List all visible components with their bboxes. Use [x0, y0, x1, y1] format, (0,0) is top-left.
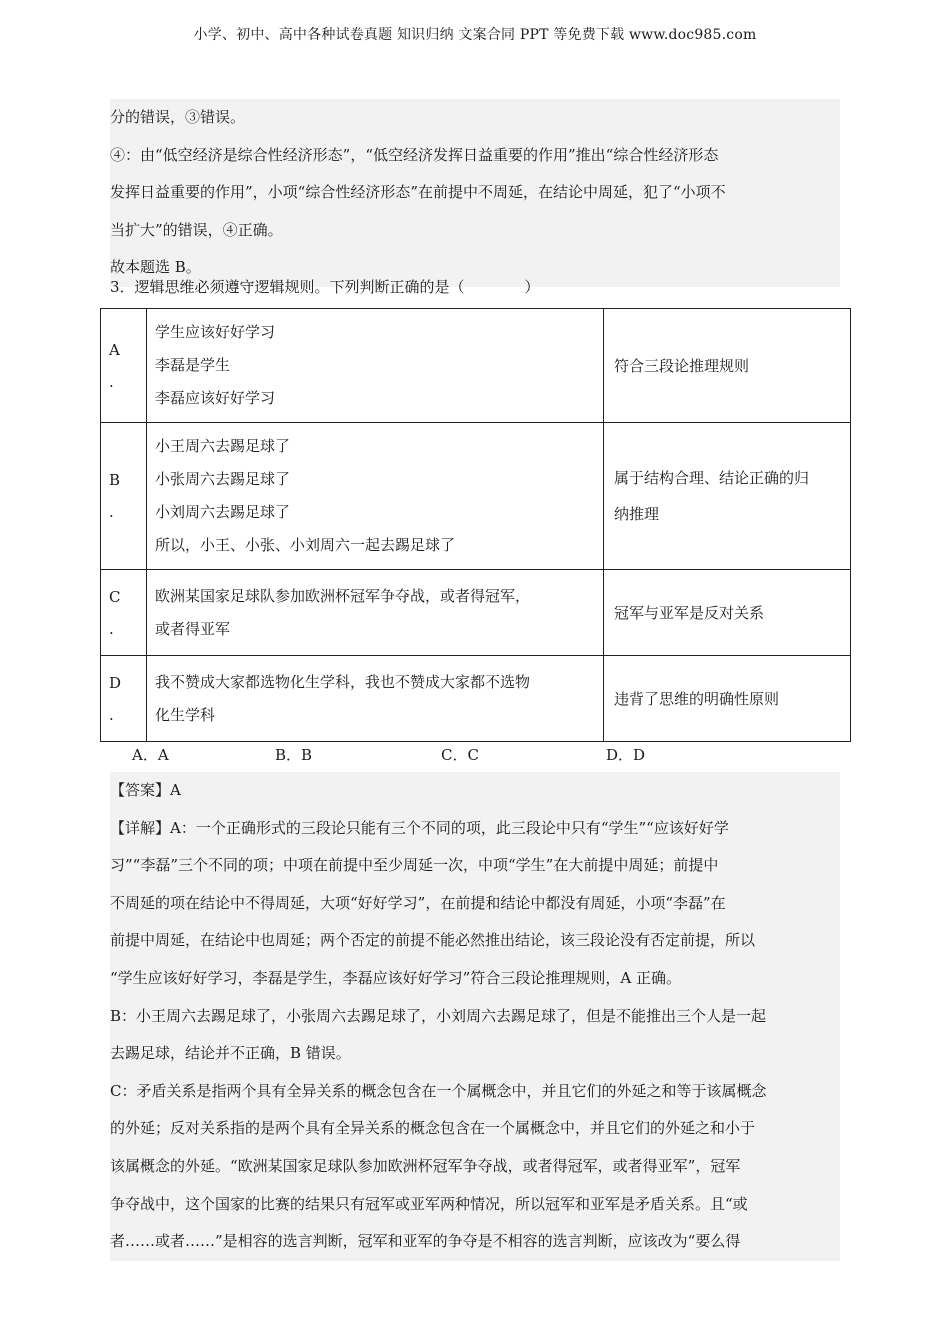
text-line: ④：由“低空经济是综合性经济形态”，“低空经济发挥日益重要的作用”推出“综合性经济形态 — [110, 145, 719, 164]
option-judgment: 违背了思维的明确性原则 — [604, 656, 851, 742]
statement-line: 我不赞成大家都选物化生学科，我也不赞成大家都不选物 — [155, 672, 531, 691]
text-line: 分的错误，③错误。 — [110, 108, 246, 126]
option-row-b — [101, 423, 851, 570]
option-letter: B . — [101, 423, 147, 570]
text-line: 的外延；反对关系指的是两个具有全异关系的概念包含在一个属概念中，并且它们的外延之和小于 — [110, 1119, 756, 1138]
premise-line: 小刘周六去踢足球了 — [155, 503, 291, 521]
text-line: 争夺战中，这个国家的比赛的结果只有冠军或亚军两种情况，所以冠军和亚军是矛盾关系。且“或 — [110, 1194, 748, 1213]
option-content — [147, 570, 604, 656]
text-line: 当扩大”的错误，④正确。 — [110, 220, 283, 239]
text-line: C：矛盾关系是指两个具有全异关系的概念包含在一个属概念中，并且它们的外延之和等于该属概念 — [110, 1081, 767, 1100]
option-judgment: 属于结构合理、结论正确的归 纳推理 — [604, 423, 851, 570]
text-line: 前提中周延，在结论中也周延；两个否定的前提不能必然推出结论，该三段论没有否定前提，所以 — [110, 931, 756, 950]
text-line: 习”“李磊”三个不同的项；中项在前提中至少周延一次，中项“学生”在大前提中周延；前提中 — [110, 856, 719, 875]
option-content — [147, 423, 604, 570]
answer-line: 【答案】A — [110, 781, 181, 799]
statement-line: 欧洲某国家足球队参加欧洲杯冠军争夺战，或者得冠军， — [155, 586, 531, 605]
premise-line: 小王周六去踢足球了 — [155, 437, 291, 455]
conclusion-line: 李磊应该好好学习 — [155, 389, 276, 407]
text-line: 去踢足球，结论并不正确，B 错误。 — [110, 1044, 351, 1063]
text-line: “学生应该好好学习，李磊是学生，李磊应该好好学习”符合三段论推理规则，A 正确。 — [110, 968, 681, 987]
text-line: 不周延的项在结论中不得周延，大项“好好学习”，在前提和结论中都没有周延，小项“李磊”在 — [110, 893, 726, 912]
page-header: 小学、初中、高中各种试卷真题 知识归纳 文案合同 PPT 等免费下载 www.doc985.com — [193, 27, 757, 43]
text-line: 发挥日益重要的作用”，小项“综合性经济形态”在前提中不周延，在结论中周延，犯了“小项不 — [110, 183, 726, 201]
option-row-c — [101, 570, 851, 656]
choice-d: D．D — [606, 746, 646, 764]
options-table — [100, 308, 851, 742]
solution-block — [110, 772, 840, 1261]
premise-line: 小张周六去踢足球了 — [155, 470, 291, 488]
option-letter: A . — [101, 309, 147, 423]
previous-explanation — [110, 99, 840, 287]
option-judgment: 冠军与亚军是反对关系 — [604, 570, 851, 656]
question-stem: 3．逻辑思维必须遵守逻辑规则。下列判断正确的是（ ） — [110, 278, 540, 296]
option-content — [147, 656, 604, 742]
option-letter: C . — [101, 570, 147, 656]
premise-line: 李磊是学生 — [155, 356, 231, 374]
choice-c: C．C — [441, 746, 479, 764]
choice-a: A．A — [132, 746, 169, 764]
text-line: 者……或者……”是相容的选言判断，冠军和亚军的争夺是不相容的选言判断，应该改为“要么得 — [110, 1232, 741, 1251]
premise-line: 学生应该好好学习 — [155, 323, 276, 341]
choice-b: B．B — [275, 746, 313, 764]
option-judgment: 符合三段论推理规则 — [604, 309, 851, 423]
text-line: 故本题选 B。 — [110, 258, 201, 276]
text-line: 【详解】A：一个正确形式的三段论只能有三个不同的项，此三段论中只有“学生”“应该好好学 — [110, 818, 729, 837]
statement-line: 化生学科 — [155, 705, 216, 724]
answer-choices — [110, 742, 850, 768]
conclusion-line: 所以，小王、小张、小刘周六一起去踢足球了 — [155, 536, 456, 554]
statement-line: 或者得亚军 — [155, 619, 231, 638]
text-line: B：小王周六去踢足球了，小张周六去踢足球了，小刘周六去踢足球了，但是不能推出三个人是一起 — [110, 1006, 767, 1025]
option-row-d — [101, 656, 851, 742]
text-line: 该属概念的外延。“欧洲某国家足球队参加欧洲杯冠军争夺战，或者得冠军，或者得亚军”，冠军 — [110, 1156, 741, 1175]
option-row-a — [101, 309, 851, 423]
option-letter: D . — [101, 656, 147, 742]
option-content — [147, 309, 604, 423]
